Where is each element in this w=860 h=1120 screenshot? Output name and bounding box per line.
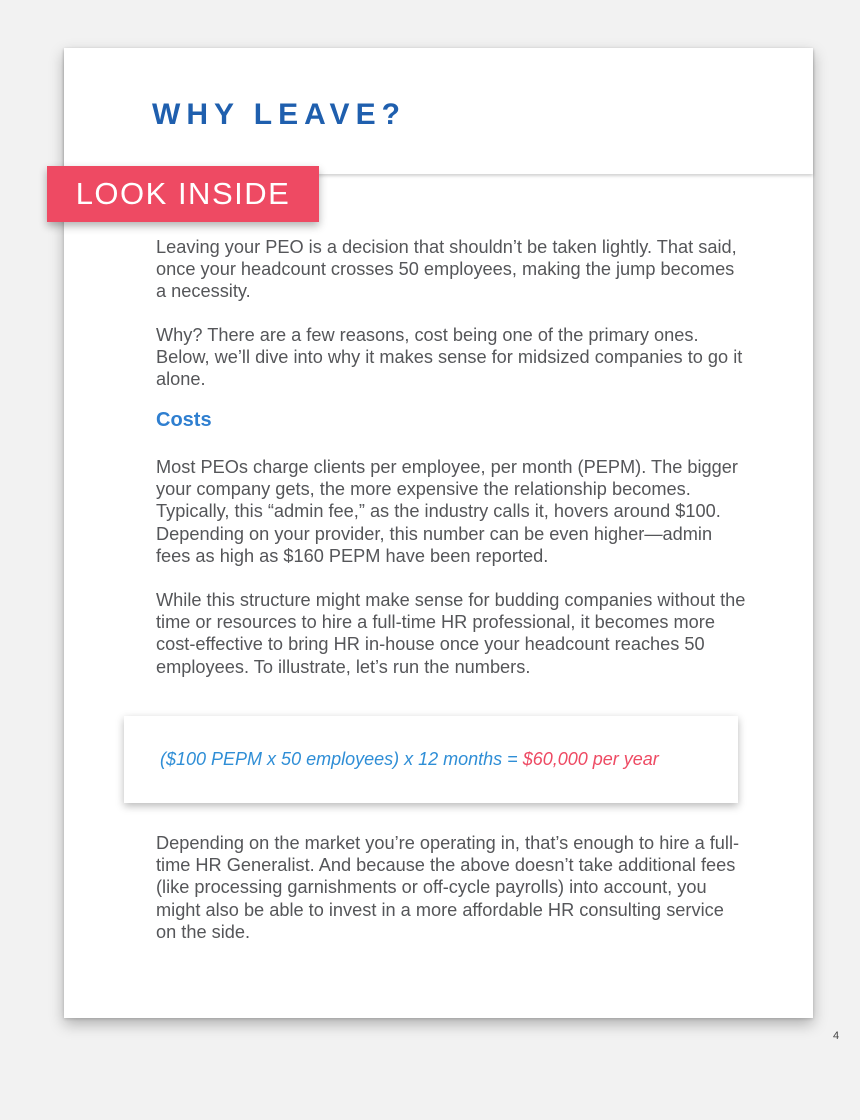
paragraph-why: Why? There are a few reasons, cost being one of the primary ones. Below, we’ll dive into why it makes sense for midsized companies to go it alone. [156, 325, 743, 390]
paragraph-market: Depending on the market you’re operating in, that’s enough to hire a full-time HR Generalist. And because the above doesn’t take additional fees (like processing garnishments or off-cycle payrolls) into account, you might also be able to invest in a more affordable HR consulting service on the side. [156, 833, 740, 942]
paragraph-structure: While this structure might make sense for budding companies without the time or resources to hire a full-time HR professional, it becomes more cost-effective to bring HR in-house once your headcount reaches 50 employees. To illustrate, let’s run the numbers. [156, 590, 746, 677]
paragraph-intro: Leaving your PEO is a decision that shouldn’t be taken lightly. That said, once your headcount crosses 50 employees, making the jump becomes a necessity. [156, 237, 737, 302]
page-title: WHY LEAVE? [152, 98, 406, 131]
look-inside-badge [47, 166, 319, 222]
section-heading-costs: Costs [156, 409, 212, 431]
formula-expression: ($100 PEPM x 50 employees) x 12 months = [160, 749, 523, 769]
formula-text [160, 749, 659, 770]
page-header [64, 48, 813, 174]
look-inside-label: LOOK INSIDE [75, 176, 291, 211]
formula-callout [124, 716, 738, 803]
formula-result: $60,000 per year [522, 749, 659, 769]
page-number: 4 [833, 1030, 840, 1042]
paragraph-costs: Most PEOs charge clients per employee, per month (PEPM). The bigger your company gets, the more expensive the relationship becomes. Typically, this “admin fee,” as the industry calls it, hovers around $100. Depending on your provider, this number can be even higher—admin fees as high as $160 PEPM have been reported. [156, 457, 738, 566]
